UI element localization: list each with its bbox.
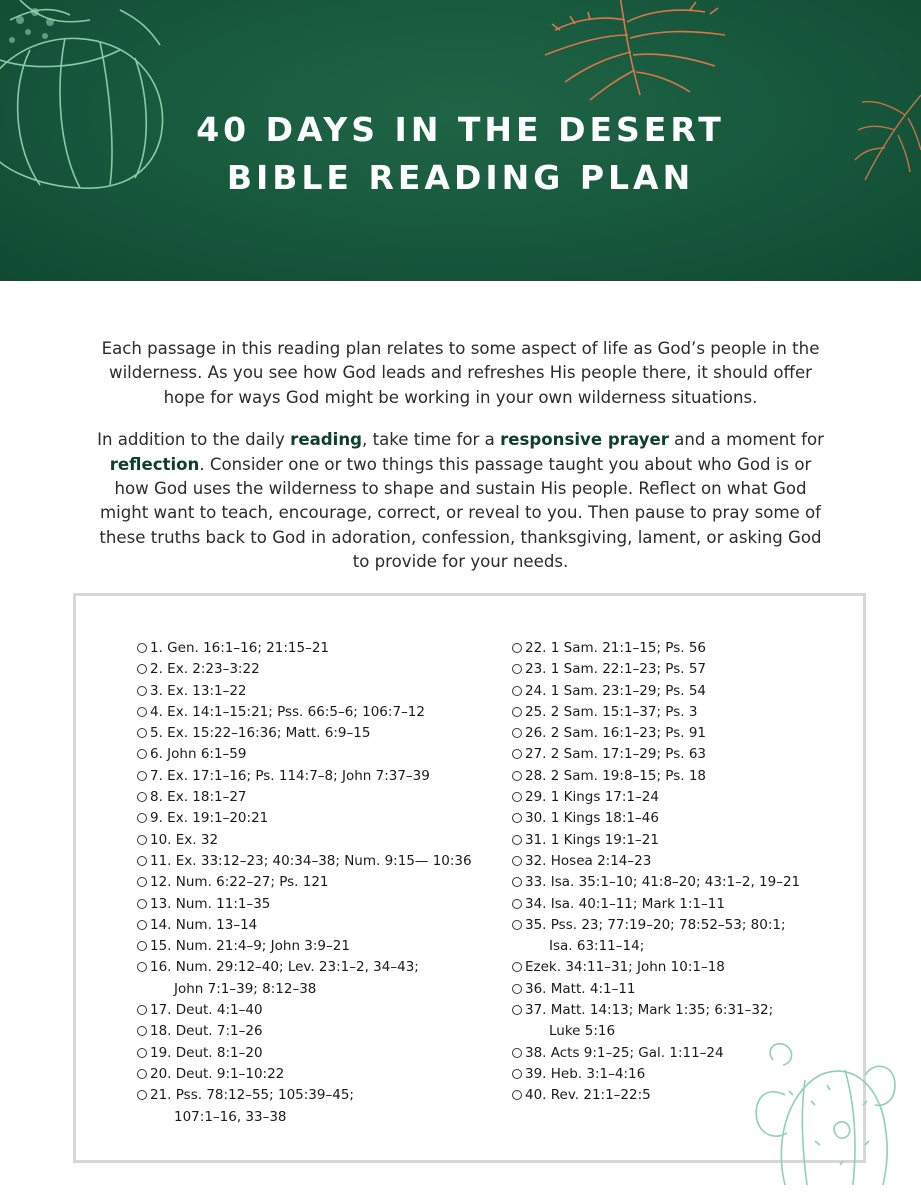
reading-text: 38. Acts 9:1–25; Gal. 1:11–24: [525, 1044, 724, 1061]
reading-item: [137, 1021, 497, 1042]
checkbox-circle-icon[interactable]: [137, 643, 147, 653]
reading-item: [512, 957, 857, 978]
reading-item: [512, 894, 857, 915]
checkbox-circle-icon[interactable]: [512, 686, 522, 696]
checkbox-circle-icon[interactable]: [137, 1048, 147, 1058]
reading-text: 34. Isa. 40:1–11; Mark 1:1–11: [525, 895, 725, 912]
reading-item: [137, 723, 497, 744]
reading-text: 17. Deut. 4:1–40: [150, 1002, 263, 1019]
checkbox-circle-icon[interactable]: [137, 686, 147, 696]
reading-item: [137, 659, 497, 680]
intro-p2-part: and a moment for: [668, 430, 824, 450]
reading-item: [137, 872, 497, 893]
checkbox-circle-icon[interactable]: [512, 643, 522, 653]
reading-item: [137, 638, 497, 659]
reading-item: [137, 1000, 497, 1021]
reading-item: [512, 872, 857, 893]
checkbox-circle-icon[interactable]: [137, 664, 147, 674]
reading-item: [512, 744, 857, 765]
checkbox-circle-icon[interactable]: [512, 749, 522, 759]
reading-text: 25. 2 Sam. 15:1–37; Ps. 3: [525, 703, 698, 720]
checkbox-circle-icon[interactable]: [512, 899, 522, 909]
checkbox-circle-icon[interactable]: [512, 792, 522, 802]
reading-item: [137, 808, 497, 829]
reading-item: [137, 851, 497, 872]
reading-text: 35. Pss. 23; 77:19–20; 78:52–53; 80:1;: [525, 916, 786, 933]
checkbox-circle-icon[interactable]: [137, 920, 147, 930]
checkbox-circle-icon[interactable]: [512, 1005, 522, 1015]
reading-item: [512, 681, 857, 702]
intro-p2-part: . Consider one or two things this passage taught you about who God is or how God uses the wilderness to shape and sustain His people. Reflect on what God might want to teach, encourage, correct, or reveal to you. Then pause to pray some of these truths back to God in adoration, confession, thanksgiving, lament, or asking God to provide for your needs.: [99, 454, 822, 572]
checkbox-circle-icon[interactable]: [137, 749, 147, 759]
reading-item: [512, 638, 857, 659]
header-banner: [0, 0, 921, 281]
reading-item: [512, 766, 857, 787]
reading-text: Ezek. 34:11–31; John 10:1–18: [525, 959, 725, 976]
reading-text-continued: 107:1–16, 33–38: [174, 1108, 287, 1125]
checkbox-circle-icon[interactable]: [512, 813, 522, 823]
reading-item: [137, 915, 497, 936]
reading-text: 36. Matt. 4:1–11: [525, 980, 636, 997]
checkbox-circle-icon[interactable]: [137, 1090, 147, 1100]
keyword-reflection: reflection: [109, 454, 200, 474]
reading-text: 26. 2 Sam. 16:1–23; Ps. 91: [525, 725, 706, 742]
checkbox-circle-icon[interactable]: [137, 941, 147, 951]
reading-text: 18. Deut. 7:1–26: [150, 1023, 263, 1040]
reading-text: 6. John 6:1–59: [150, 746, 247, 763]
reading-item: [512, 830, 857, 851]
checkbox-circle-icon[interactable]: [137, 792, 147, 802]
reading-text: 22. 1 Sam. 21:1–15; Ps. 56: [525, 640, 706, 656]
reading-text: 39. Heb. 3:1–4:16: [525, 1065, 646, 1082]
page-title: [0, 106, 921, 202]
reading-text: 8. Ex. 18:1–27: [150, 789, 247, 806]
intro-p2-part: , take time for a: [362, 430, 501, 450]
reading-text: 3. Ex. 13:1–22: [150, 682, 247, 699]
checkbox-circle-icon[interactable]: [137, 1026, 147, 1036]
reading-text: 1. Gen. 16:1–16; 21:15–21: [150, 640, 329, 656]
title-line-2: BIBLE READING PLAN: [226, 158, 695, 197]
reading-text: 28. 2 Sam. 19:8–15; Ps. 18: [525, 767, 706, 784]
intro-paragraph-2: [90, 428, 831, 574]
reading-text: 16. Num. 29:12–40; Lev. 23:1–2, 34–43;: [150, 959, 419, 976]
reading-text: 19. Deut. 8:1–20: [150, 1044, 263, 1061]
title-line-1: 40 DAYS IN THE DESERT: [196, 110, 725, 149]
reading-text-continued: John 7:1–39; 8:12–38: [174, 980, 317, 997]
reading-text: 2. Ex. 2:23–3:22: [150, 661, 260, 678]
checkbox-circle-icon[interactable]: [512, 728, 522, 738]
checkbox-circle-icon[interactable]: [137, 1005, 147, 1015]
checkbox-circle-icon[interactable]: [512, 771, 522, 781]
checkbox-circle-icon[interactable]: [137, 1069, 147, 1079]
checkbox-circle-icon[interactable]: [137, 707, 147, 717]
reading-text: 24. 1 Sam. 23:1–29; Ps. 54: [525, 682, 706, 699]
checkbox-circle-icon[interactable]: [137, 728, 147, 738]
checkbox-circle-icon[interactable]: [512, 664, 522, 674]
reading-text: 30. 1 Kings 18:1–46: [525, 810, 659, 827]
reading-item: [512, 851, 857, 872]
reading-item: [137, 830, 497, 851]
reading-text: 11. Ex. 33:12–23; 40:34–38; Num. 9:15— 10:36: [150, 852, 472, 869]
reading-text: 13. Num. 11:1–35: [150, 895, 271, 912]
reading-item: [137, 1085, 497, 1128]
reading-text: 40. Rev. 21:1–22:5: [525, 1087, 651, 1104]
reading-text: 10. Ex. 32: [150, 831, 219, 848]
reading-text: 37. Matt. 14:13; Mark 1:35; 6:31–32;: [525, 1002, 774, 1019]
reading-text: 4. Ex. 14:1–15:21; Pss. 66:5–6; 106:7–12: [150, 703, 425, 720]
checkbox-circle-icon[interactable]: [137, 771, 147, 781]
reading-item: [137, 766, 497, 787]
checkbox-circle-icon[interactable]: [512, 1090, 522, 1100]
intro-paragraph-1: Each passage in this reading plan relates to some aspect of life as God’s people in the wilderness. As you see how God leads and refreshes His people there, it should offer hope for ways God might be working in your own wilderness situations.: [101, 339, 820, 407]
intro-p2-part: In addition to the daily: [97, 430, 291, 450]
reading-item: [512, 808, 857, 829]
reading-item: [512, 702, 857, 723]
reading-item: [512, 723, 857, 744]
reading-text-continued: Luke 5:16: [549, 1023, 616, 1040]
intro-text: [90, 337, 831, 575]
reading-text: 9. Ex. 19:1–20:21: [150, 810, 269, 827]
reading-text-continued: Isa. 63:11–14;: [549, 938, 645, 955]
reading-item: [137, 681, 497, 702]
checkbox-circle-icon[interactable]: [137, 899, 147, 909]
checkbox-circle-icon[interactable]: [512, 835, 522, 845]
reading-text: 27. 2 Sam. 17:1–29; Ps. 63: [525, 746, 706, 763]
reading-text: 33. Isa. 35:1–10; 41:8–20; 43:1–2, 19–21: [525, 874, 801, 891]
reading-text: 15. Num. 21:4–9; John 3:9–21: [150, 938, 350, 955]
reading-item: [137, 1064, 497, 1085]
reading-text: 21. Pss. 78:12–55; 105:39–45;: [150, 1087, 354, 1104]
reading-item: [512, 915, 857, 958]
checkbox-circle-icon[interactable]: [512, 877, 522, 887]
reading-text: 7. Ex. 17:1–16; Ps. 114:7–8; John 7:37–39: [150, 767, 430, 784]
checkbox-circle-icon[interactable]: [512, 920, 522, 930]
checkbox-circle-icon[interactable]: [137, 835, 147, 845]
cactus-sketch-illustration: [745, 1035, 905, 1185]
reading-item: [137, 702, 497, 723]
reading-text: 20. Deut. 9:1–10:22: [150, 1065, 285, 1082]
reading-text: 12. Num. 6:22–27; Ps. 121: [150, 874, 329, 891]
reading-list-left: [137, 638, 497, 1128]
reading-item: [137, 894, 497, 915]
reading-item: [137, 744, 497, 765]
reading-item: [137, 1043, 497, 1064]
reading-text: 31. 1 Kings 19:1–21: [525, 831, 659, 848]
checkbox-circle-icon[interactable]: [137, 962, 147, 972]
reading-text: 32. Hosea 2:14–23: [525, 852, 652, 869]
checkbox-circle-icon[interactable]: [137, 856, 147, 866]
checkbox-circle-icon[interactable]: [512, 856, 522, 866]
reading-text: 14. Num. 13–14: [150, 916, 258, 933]
reading-text: 23. 1 Sam. 22:1–23; Ps. 57: [525, 661, 706, 678]
checkbox-circle-icon[interactable]: [512, 707, 522, 717]
reading-item: [137, 957, 497, 1000]
reading-item: [512, 787, 857, 808]
reading-item: [137, 936, 497, 957]
checkbox-circle-icon[interactable]: [512, 962, 522, 972]
checkbox-circle-icon[interactable]: [512, 1069, 522, 1079]
checkbox-circle-icon[interactable]: [512, 1048, 522, 1058]
keyword-reading: reading: [290, 430, 363, 450]
reading-text: 29. 1 Kings 17:1–24: [525, 789, 659, 806]
reading-item: [512, 979, 857, 1000]
checkbox-circle-icon[interactable]: [137, 877, 147, 887]
keyword-responsive-prayer: responsive prayer: [500, 430, 669, 450]
reading-item: [137, 787, 497, 808]
checkbox-circle-icon[interactable]: [137, 813, 147, 823]
checkbox-circle-icon[interactable]: [512, 984, 522, 994]
reading-text: 5. Ex. 15:22–16:36; Matt. 6:9–15: [150, 725, 371, 742]
reading-item: [512, 659, 857, 680]
